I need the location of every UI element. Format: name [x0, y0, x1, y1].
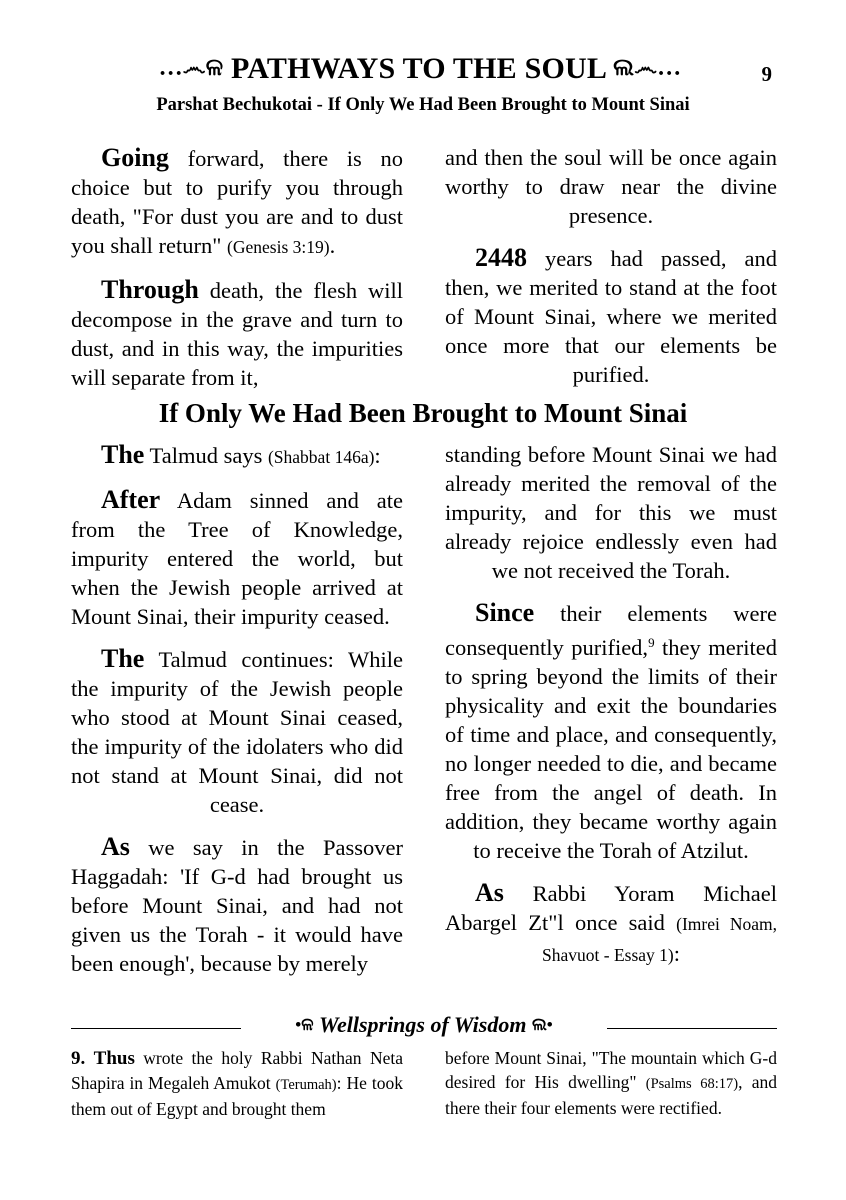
paragraph-text: wrote the holy Rabbi Nathan Neta Shapira in Megaleh Amukot — [71, 1048, 403, 1093]
paragraph-text: death, the flesh will decompose in the grave and turn to dust, and in this way, the impurities will separate from it, — [71, 278, 403, 390]
lead-word: Going — [101, 143, 169, 172]
lead-word: Through — [101, 275, 199, 304]
ornament-right-icon: ଲ෴… — [613, 55, 682, 81]
paragraph-text: Talmud continues: While the impurity of the Jewish people who stood at Mount Sinai ceased, the impurity of the idolaters who did not stand at Mount Sinai, did not cease. — [71, 647, 403, 817]
lead-word: As — [475, 878, 504, 907]
page-number: 9 — [761, 62, 772, 86]
paragraph — [71, 275, 403, 392]
lead-word: As — [101, 832, 130, 861]
paragraph — [445, 243, 777, 389]
citation: (Genesis 3:19) — [227, 237, 330, 257]
paragraph-text: standing before Mount Sinai we had already merited the removal of the impurity, and for this we must already rejoice endlessly even had we not received the Torah. — [445, 442, 777, 583]
running-header — [0, 52, 846, 92]
footnote-right — [445, 1046, 777, 1120]
lead-word: 2448 — [475, 243, 527, 272]
lead-word: The — [101, 440, 145, 469]
paragraph — [445, 598, 777, 865]
paragraph-text: before Mount Sinai, "The mountain which G-d desired for His dwelling" — [445, 1048, 777, 1092]
section2-right-column — [445, 440, 777, 983]
lead-word: Since — [475, 598, 535, 627]
punctuation: . — [329, 233, 336, 258]
paragraph-text: : He took them out of Egypt and brought them — [71, 1073, 403, 1119]
paragraph-text: they merited to spring beyond the limits of their physicality and exit the boundaries of time and place, and consequently, no longer needed to die, and became free from the angel of death. In addition, they became worthy again to receive the Torah of Atzilut. — [445, 635, 777, 863]
punctuation: : — [673, 941, 680, 966]
paragraph-text: forward, there is no choice but to purify you through death, "For dust you are and to dust you shall return" — [71, 146, 403, 258]
paragraph — [71, 440, 403, 472]
paragraph — [445, 143, 777, 230]
paragraph — [445, 878, 777, 970]
paragraph-text: their elements were consequently purified, — [445, 601, 777, 660]
footnote-section-label — [71, 1012, 777, 1038]
paragraph-text: Talmud says — [144, 443, 268, 468]
punctuation: : — [374, 443, 381, 468]
paragraph-text: and then the soul will be once again worthy to draw near the divine presence. — [445, 145, 777, 228]
citation: (Shabbat 146a) — [267, 447, 375, 467]
footnote-text — [71, 1046, 403, 1121]
section1-left-column — [71, 143, 403, 405]
paragraph — [445, 440, 777, 585]
paragraph-text: Adam sinned and ate from the Tree of Knowledge, impurity entered the world, but when the Jewish people arrived at Mount Sinai, their impurity ceased. — [71, 488, 403, 629]
paragraph-text: , and there their four elements were rectified. — [445, 1072, 777, 1118]
citation: (Imrei Noam, Shavuot - Essay 1) — [542, 914, 777, 965]
footnote-text — [445, 1046, 777, 1120]
book-title — [120, 52, 720, 86]
section-heading: If Only We Had Been Brought to Mount Sinai — [158, 398, 688, 428]
ornament-left-icon: …෴ଳ — [158, 55, 224, 81]
footnote-left — [71, 1046, 403, 1121]
paragraph-text: we say in the Passover Haggadah: 'If G-d had brought us before Mount Sinai, and had not given us the Torah - it would have been enough', because by merely — [71, 835, 403, 976]
paragraph — [71, 485, 403, 631]
paragraph — [71, 644, 403, 819]
paragraph-text: years had passed, and then, we merited to stand at the foot of Mount Sinai, where we merited once more that our elements be purified. — [445, 246, 777, 387]
footnote-divider — [71, 1012, 777, 1038]
section2-left-column — [71, 440, 403, 991]
ornament-right-icon: ଲ• — [531, 1015, 553, 1034]
paragraph — [71, 832, 403, 978]
chapter-subtitle: Parshat Bechukotai - If Only We Had Been Brought to Mount Sinai — [156, 95, 690, 115]
divider-label-text: Wellsprings of Wisdom — [319, 1012, 527, 1037]
book-title-text: PATHWAYS TO THE SOUL — [231, 52, 606, 85]
citation: (Terumah) — [275, 1077, 337, 1093]
lead-word: The — [101, 644, 145, 673]
footnote-marker[interactable]: 9 — [648, 635, 655, 650]
section1-right-column — [445, 143, 777, 402]
paragraph-text: Rabbi Yoram Michael Abargel Zt"l once said — [445, 881, 777, 935]
paragraph — [71, 143, 403, 262]
footnote-number: 9. Thus — [71, 1048, 135, 1069]
citation: (Psalms 68:17) — [645, 1076, 739, 1092]
lead-word: After — [101, 485, 161, 514]
ornament-left-icon: •ଳ — [295, 1015, 314, 1034]
